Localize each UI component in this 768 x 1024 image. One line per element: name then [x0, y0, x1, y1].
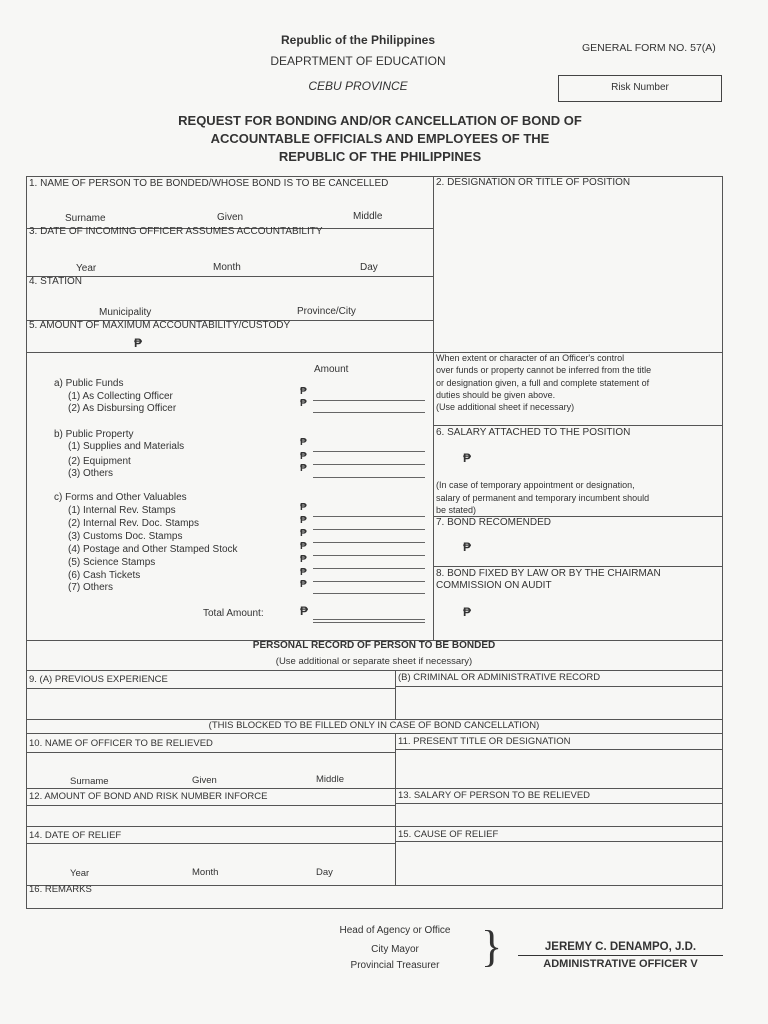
middle-caption: Middle	[353, 211, 383, 222]
divider	[26, 885, 722, 886]
surname-caption: Surname	[70, 776, 109, 787]
peso-sign: ₱	[463, 540, 472, 554]
s12-label: 12. AMOUNT OF BOND AND RISK NUMBER INFORCE	[29, 791, 268, 802]
peso-sign: ₱	[300, 515, 307, 526]
day-caption: Day	[316, 867, 333, 878]
amount-input[interactable]	[313, 400, 425, 401]
amount-header: Amount	[314, 364, 349, 375]
peso-sign: ₱	[300, 463, 307, 474]
s8-label: 8. BOND FIXED BY LAW OR BY THE CHAIRMAN	[436, 568, 661, 579]
peso-sign: ₱	[300, 386, 307, 397]
item-label: (1) Supplies and Materials	[68, 441, 185, 452]
salary-relieved-field[interactable]	[398, 805, 718, 825]
brace-icon: }	[481, 922, 503, 971]
signatory-name: JEREMY C. DENAMPO, J.D.	[544, 941, 697, 953]
peso-sign: ₱	[300, 398, 307, 409]
risk-number-box[interactable]	[558, 75, 722, 102]
item-label: (2) As Disbursing Officer	[68, 403, 177, 414]
divider	[395, 686, 722, 687]
role-provincial-treasurer: Provincial Treasurer	[350, 960, 440, 971]
year-caption: Year	[70, 868, 90, 879]
forms-label: c) Forms and Other Valuables	[54, 492, 187, 503]
designation-field[interactable]	[437, 192, 717, 347]
day-caption: Day	[360, 262, 378, 273]
s9b-label: (B) CRIMINAL OR ADMINISTRATIVE RECORD	[398, 672, 601, 683]
s16-label: 16. REMARKS	[29, 884, 92, 895]
public-property-label: b) Public Property	[54, 429, 134, 440]
divider	[395, 733, 396, 886]
divider	[395, 841, 722, 842]
divider	[26, 733, 722, 734]
divider	[433, 566, 722, 567]
form-title-3: REPUBLIC OF THE PHILIPPINES	[278, 149, 482, 164]
month-caption: Month	[192, 867, 219, 878]
name-field[interactable]	[30, 192, 430, 212]
s14-label: 14. DATE OF RELIEF	[29, 830, 122, 841]
personal-record-title: PERSONAL RECORD OF PERSON TO BE BONDED	[252, 640, 496, 651]
peso-sign: ₱	[300, 437, 307, 448]
province-caption: Province/City	[297, 306, 356, 317]
risk-number-label: Risk Number	[611, 82, 669, 93]
divider	[26, 788, 722, 789]
public-funds-label: a) Public Funds	[54, 378, 124, 389]
double-underline	[313, 622, 425, 623]
s6-label: 6. SALARY ATTACHED TO THE POSITION	[436, 427, 631, 438]
personal-record-subtitle: (Use additional or separate sheet if necessary)	[275, 656, 473, 667]
s6-note: salary of permanent and temporary incumbent should	[436, 493, 650, 503]
amount-input[interactable]	[313, 568, 425, 569]
divider	[26, 276, 433, 277]
peso-sign: ₱	[463, 451, 472, 465]
total-amount-label: Total Amount:	[203, 608, 264, 619]
divider	[26, 805, 395, 806]
item-label: (3) Customs Doc. Stamps	[68, 531, 183, 542]
divider	[26, 826, 722, 827]
item-label: (5) Science Stamps	[68, 557, 156, 568]
amount-input[interactable]	[313, 412, 425, 413]
previous-experience-field[interactable]	[30, 690, 392, 717]
item-label: (2) Internal Rev. Doc. Stamps	[68, 518, 199, 529]
peso-sign: ₱	[300, 528, 307, 539]
divider	[395, 803, 722, 804]
item-label: (7) Others	[68, 582, 114, 593]
amount-input[interactable]	[313, 593, 425, 594]
amount-input[interactable]	[313, 516, 425, 517]
total-amount-input[interactable]	[313, 619, 425, 620]
divider	[433, 176, 434, 640]
cancellation-note: (THIS BLOCKED TO BE FILLED ONLY IN CASE OF BOND CANCELLATION)	[208, 720, 540, 731]
month-caption: Month	[213, 262, 241, 273]
station-field[interactable]	[30, 290, 430, 306]
year-caption: Year	[76, 263, 97, 274]
s2-note: duties should be given above.	[436, 390, 556, 400]
divider	[26, 670, 722, 671]
item-label: (3) Others	[68, 468, 114, 479]
divider	[26, 752, 395, 753]
s6-note: be stated)	[436, 505, 477, 515]
item-label: (2) Equipment	[68, 456, 131, 467]
peso-sign: ₱	[300, 451, 307, 462]
peso-sign: ₱	[300, 554, 307, 565]
form-title-1: REQUEST FOR BONDING AND/OR CANCELLATION OF BOND OF	[178, 113, 582, 128]
peso-sign: ₱	[300, 604, 309, 618]
amount-input[interactable]	[313, 477, 425, 478]
s15-label: 15. CAUSE OF RELIEF	[398, 829, 499, 840]
item-label: (6) Cash Tickets	[68, 570, 141, 581]
item-label: (1) As Collecting Officer	[68, 391, 173, 402]
province-heading: CEBU PROVINCE	[308, 79, 408, 93]
s2-note: (Use additional sheet if necessary)	[436, 402, 575, 412]
peso-sign: ₱	[300, 502, 307, 513]
s9a-label: 9. (A) PREVIOUS EXPERIENCE	[29, 674, 168, 685]
amount-input[interactable]	[313, 451, 425, 452]
s2-note: or designation given, a full and complete statement of	[436, 378, 650, 388]
present-title-field[interactable]	[398, 752, 718, 786]
cause-relief-field[interactable]	[398, 844, 718, 884]
form-number: GENERAL FORM NO. 57(A)	[582, 42, 716, 54]
s2-label: 2. DESIGNATION OR TITLE OF POSITION	[436, 177, 631, 188]
surname-caption: Surname	[65, 213, 106, 224]
s5-label: 5. AMOUNT OF MAXIMUM ACCOUNTABILITY/CUSTODY	[29, 320, 291, 331]
role-city-mayor: City Mayor	[371, 944, 419, 955]
bond-amount-field[interactable]	[30, 807, 392, 825]
amount-input[interactable]	[313, 542, 425, 543]
department-heading: DEAPRTMENT OF EDUCATION	[270, 54, 446, 68]
municipality-caption: Municipality	[99, 307, 152, 318]
remarks-field[interactable]	[100, 887, 718, 906]
divider	[26, 843, 395, 844]
divider	[433, 425, 722, 426]
role-head-of-agency: Head of Agency or Office	[339, 925, 451, 936]
signature-line	[518, 955, 723, 956]
s11-label: 11. PRESENT TITLE OR DESIGNATION	[398, 736, 571, 747]
s1-label: 1. NAME OF PERSON TO BE BONDED/WHOSE BOND IS TO BE CANCELLED	[29, 178, 389, 189]
item-label: (4) Postage and Other Stamped Stock	[68, 544, 238, 555]
given-caption: Given	[217, 212, 244, 223]
s10-label: 10. NAME OF OFFICER TO BE RELIEVED	[29, 738, 213, 749]
signatory-position: ADMINISTRATIVE OFFICER V	[543, 958, 698, 970]
salary-field[interactable]	[478, 450, 708, 468]
divider	[26, 688, 395, 689]
given-caption: Given	[192, 775, 217, 786]
bond-fixed-field[interactable]	[478, 603, 708, 621]
divider	[395, 749, 722, 750]
form-title-2: ACCOUNTABLE OFFICIALS AND EMPLOYEES OF THE	[210, 131, 550, 146]
s13-label: 13. SALARY OF PERSON TO BE RELIEVED	[398, 790, 591, 801]
s6-note: (In case of temporary appointment or designation,	[436, 480, 635, 490]
peso-sign: ₱	[300, 541, 307, 552]
s3-label: 3. DATE OF INCOMING OFFICER ASSUMES ACCOUNTABILITY	[29, 226, 323, 237]
s8-label: COMMISSION ON AUDIT	[436, 580, 552, 591]
divider	[395, 670, 396, 719]
amount-input[interactable]	[313, 464, 425, 465]
s4-label: 4. STATION	[29, 276, 82, 287]
s7-label: 7. BOND RECOMENDED	[436, 517, 552, 528]
bond-recommended-field[interactable]	[478, 538, 708, 556]
officer-relieved-field[interactable]	[30, 754, 392, 774]
republic-heading: Republic of the Philippines	[280, 33, 435, 47]
peso-sign: ₱	[463, 605, 472, 619]
peso-sign: ₱	[300, 567, 307, 578]
middle-caption: Middle	[316, 774, 344, 785]
date-assume-field[interactable]	[30, 240, 430, 260]
s2-note: When extent or character of an Officer's control	[436, 353, 625, 363]
s2-note: over funds or property cannot be inferred from the title	[436, 365, 652, 375]
peso-sign: ₱	[300, 579, 307, 590]
amount-input[interactable]	[313, 581, 425, 582]
date-relief-field[interactable]	[30, 845, 392, 865]
criminal-record-field[interactable]	[398, 689, 718, 717]
item-label: (1) Internal Rev. Stamps	[68, 505, 176, 516]
amount-input[interactable]	[313, 555, 425, 556]
peso-sign: ₱	[134, 336, 143, 350]
amount-input[interactable]	[313, 529, 425, 530]
